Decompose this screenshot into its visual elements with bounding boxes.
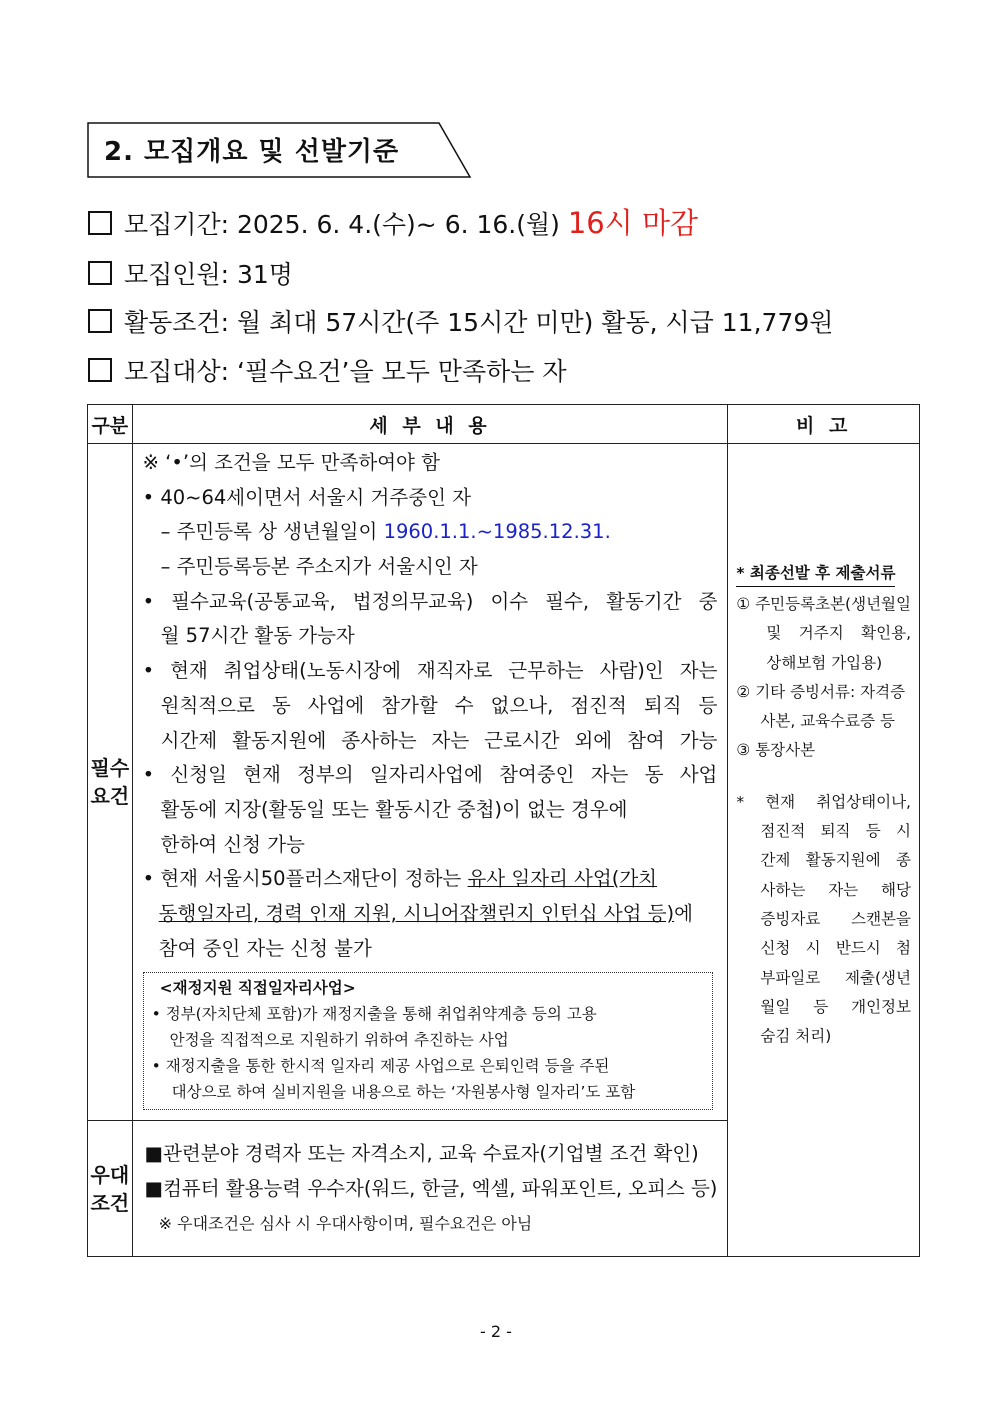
overview-count: 모집인원: 31명 [88,255,293,291]
page-number: - 2 - [480,1322,512,1341]
overview-period: 모집기간: 2025. 6. 4.(수)~ 6. 16.(월) 16시 마감 [88,201,698,242]
checkbox-icon [88,211,112,235]
remarks-cell: * 최종선발 후 제출서류 ① 주민등록초본(생년월일 및 거주지 확인용, 상해보험 가입용) ② 기타 증빙서류: 자격증 사본, 교육수료증 등 ③ 통장사본 * 현재 취업상태이나, 점진적 퇴직 등 시 간제 활동지원에 종 사하는 자는 해당 증빙자료 스캔본을 신청 시 반드시 첨 부파일로 제출(생년 월일 등 개인정보 숨김 처리) [728,444,920,1257]
section-title: 2. 모집개요 및 선발기준 [104,137,400,167]
table-header-row [88,405,920,444]
direct-jobs-note-box: <재정지원 직접일자리사업> • 정부(자치단체 포함)가 재정지출을 통해 취업취약계층 등의 고용 안정을 직접적으로 지원하기 위하여 추진하는 사업 • 재정지출을 통한 한시적 일자리 제공 사업으로 은퇴인력 등을 주된 대상으로 하여 실비지원을 내용으로 하는 ‘자원봉사형 일자리’도 포함 [143,972,714,1110]
preferred-details: ■관련분야 경력자 또는 자격소지, 교육 수료자(기업별 조건 확인) ■컴퓨터 활용능력 우수자(워드, 한글, 엑셀, 파워포인트, 오피스 등) ※ 우대조건은 심사 시 우대사항이며, 필수요건은 아님 [132,1121,728,1257]
checkbox-icon [88,358,112,382]
required-details: ※ ‘•’의 조건을 모두 만족하여야 함 • 40~64세이면서 서울시 거주중인 자 – 주민등록 상 생년월일이 1960.1.1.~1985.12.31. – 주민등록등본 주소지가 서울시인 자 • 필수교육(공통교육, 법정의무교육) 이수 필수, 활동기간 중 월 57시간 활동 가능자 • 현재 취업상태(노동시장에 재직자로 근무하는 사람)인 자는 원칙적으로 동 사업에 참가할 수 없으나, 점진적 퇴직 등 시간제 활동지원에 종사하는 자는 근로시간 외에 참여 가능 • 신청일 현재 정부의 일자리사업에 참여중인 자는 동 사업 활동에 지장(활동일 또는 활동시간 중첩)이 없는 경우에 한하여 신청 가능 • 현재 서울시50플러스재단이 정하는 유사 일자리 사업(가치 동행일자리, 경력 인재 지원, 시니어잡챌린지 인턴십 사업 등)에 참여 중인 자는 신청 불가 <재정지원 직접일자리사업> • 정부(자치단체 포함)가 재정지출을 통해 취업취약계층 등의 고용 안정을 직접적으로 지원하기 위하여 추진하는 사업 • 재정지출을 통한 한시적 일자리 제공 사업으로 은퇴인력 등을 주된 대상으로 하여 실비지원을 내용으로 하는 ‘자원봉사형 일자리’도 포함 [132,444,728,1121]
table-row-required [88,444,920,1121]
deadline-highlight: 16시 마감 [567,206,699,240]
label-required: 필수 요건 [88,444,133,1121]
criteria-table [87,404,920,1257]
overview-conditions: 활동조건: 월 최대 57시간(주 15시간 미만) 활동, 시급 11,779원 [88,303,833,339]
submission-docs-title: * 최종선발 후 제출서류 [736,560,895,587]
overview-target: 모집대상: ‘필수요건’을 모두 만족하는 자 [88,352,567,388]
checkbox-icon [88,261,112,285]
header-category: 구분 [88,405,133,444]
label-preferred: 우대 조건 [88,1121,133,1257]
similar-jobs-underlined: 유사 일자리 사업(가치 [467,867,658,891]
header-remarks: 비 고 [728,405,920,444]
header-details: 세 부 내 용 [132,405,728,444]
birthdate-range: 1960.1.1.~1985.12.31. [383,520,611,544]
checkbox-icon [88,309,112,333]
